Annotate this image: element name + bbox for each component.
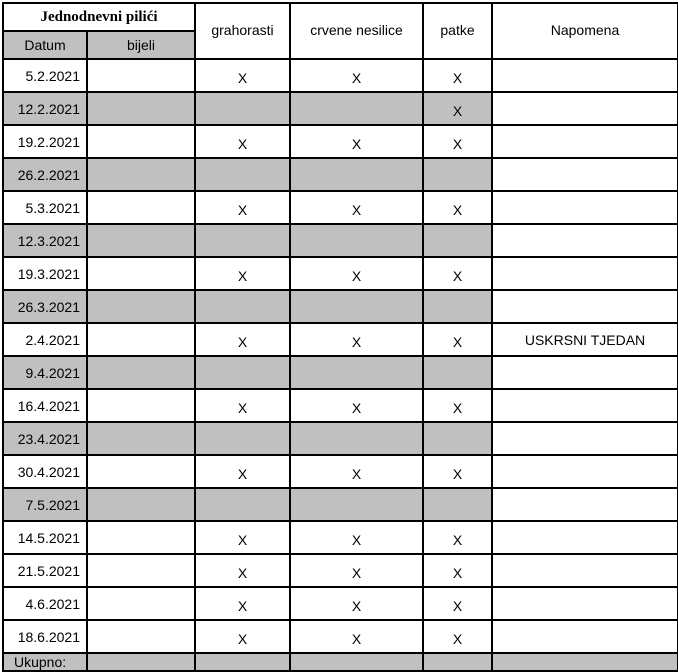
patke-cell [423, 488, 492, 521]
date-cell: 26.2.2021 [3, 158, 87, 191]
napomena-cell [492, 356, 678, 389]
table-row [3, 125, 678, 158]
bijeli-cell [87, 92, 195, 125]
col-header-bijeli: bijeli [87, 31, 195, 59]
napomena-cell [492, 191, 678, 224]
col-header-grahorasti: grahorasti [195, 3, 290, 59]
total-crvene-cell [290, 653, 423, 671]
napomena-cell [492, 389, 678, 422]
table-row [3, 356, 678, 389]
table-row [3, 422, 678, 455]
crvene-nesilice-cell: X [290, 389, 423, 422]
patke-cell: X [423, 521, 492, 554]
crvene-nesilice-cell [290, 92, 423, 125]
napomena-cell [492, 257, 678, 290]
crvene-nesilice-cell: X [290, 59, 423, 92]
date-cell: 19.2.2021 [3, 125, 87, 158]
bijeli-cell [87, 224, 195, 257]
grahorasti-cell: X [195, 521, 290, 554]
napomena-cell [492, 554, 678, 587]
grahorasti-cell: X [195, 191, 290, 224]
grahorasti-cell: X [195, 323, 290, 356]
date-cell: 14.5.2021 [3, 521, 87, 554]
date-cell: 19.3.2021 [3, 257, 87, 290]
bijeli-cell [87, 158, 195, 191]
napomena-cell [492, 587, 678, 620]
grahorasti-cell: X [195, 59, 290, 92]
table-row [3, 488, 678, 521]
group-title: Jednodnevni pilići [3, 3, 195, 31]
grahorasti-cell: X [195, 389, 290, 422]
total-label: Ukupno: [3, 653, 87, 671]
date-cell: 9.4.2021 [3, 356, 87, 389]
table-row [3, 59, 678, 92]
bijeli-cell [87, 455, 195, 488]
date-cell: 16.4.2021 [3, 389, 87, 422]
date-cell: 5.2.2021 [3, 59, 87, 92]
table-row [3, 521, 678, 554]
total-row [3, 653, 678, 671]
napomena-cell [492, 125, 678, 158]
napomena-cell [492, 488, 678, 521]
patke-cell [423, 224, 492, 257]
bijeli-cell [87, 290, 195, 323]
patke-cell: X [423, 125, 492, 158]
table-row [3, 323, 678, 356]
bijeli-cell [87, 587, 195, 620]
table-row [3, 620, 678, 653]
order-schedule-table [2, 2, 678, 672]
table-row [3, 257, 678, 290]
grahorasti-cell [195, 92, 290, 125]
col-header-patke: patke [423, 3, 492, 59]
grahorasti-cell [195, 488, 290, 521]
table-row [3, 290, 678, 323]
grahorasti-cell [195, 224, 290, 257]
crvene-nesilice-cell: X [290, 191, 423, 224]
bijeli-cell [87, 389, 195, 422]
table-body [3, 59, 678, 653]
napomena-cell [492, 92, 678, 125]
patke-cell [423, 290, 492, 323]
bijeli-cell [87, 521, 195, 554]
col-header-crvene-nesilice: crvene nesilice [290, 3, 423, 59]
crvene-nesilice-cell [290, 356, 423, 389]
patke-cell: X [423, 323, 492, 356]
crvene-nesilice-cell [290, 488, 423, 521]
bijeli-cell [87, 356, 195, 389]
patke-cell [423, 356, 492, 389]
date-cell: 2.4.2021 [3, 323, 87, 356]
crvene-nesilice-cell: X [290, 125, 423, 158]
total-grahorasti-cell [195, 653, 290, 671]
grahorasti-cell: X [195, 620, 290, 653]
crvene-nesilice-cell [290, 422, 423, 455]
patke-cell: X [423, 455, 492, 488]
table-row [3, 455, 678, 488]
grahorasti-cell: X [195, 554, 290, 587]
date-cell: 7.5.2021 [3, 488, 87, 521]
napomena-cell [492, 455, 678, 488]
total-patke-cell [423, 653, 492, 671]
table-row [3, 554, 678, 587]
date-cell: 26.3.2021 [3, 290, 87, 323]
bijeli-cell [87, 191, 195, 224]
total-napomena-cell [492, 653, 678, 671]
patke-cell: X [423, 554, 492, 587]
patke-cell [423, 158, 492, 191]
table-row [3, 224, 678, 257]
date-cell: 12.3.2021 [3, 224, 87, 257]
patke-cell: X [423, 59, 492, 92]
napomena-cell [492, 290, 678, 323]
patke-cell: X [423, 587, 492, 620]
crvene-nesilice-cell: X [290, 455, 423, 488]
col-header-napomena: Napomena [492, 3, 678, 59]
grahorasti-cell [195, 158, 290, 191]
napomena-cell [492, 422, 678, 455]
bijeli-cell [87, 125, 195, 158]
date-cell: 30.4.2021 [3, 455, 87, 488]
crvene-nesilice-cell [290, 158, 423, 191]
date-cell: 12.2.2021 [3, 92, 87, 125]
crvene-nesilice-cell: X [290, 620, 423, 653]
crvene-nesilice-cell: X [290, 257, 423, 290]
col-header-datum: Datum [3, 31, 87, 59]
patke-cell: X [423, 191, 492, 224]
grahorasti-cell [195, 356, 290, 389]
date-cell: 23.4.2021 [3, 422, 87, 455]
patke-cell: X [423, 92, 492, 125]
grahorasti-cell: X [195, 257, 290, 290]
table-row [3, 389, 678, 422]
bijeli-cell [87, 257, 195, 290]
bijeli-cell [87, 620, 195, 653]
napomena-cell [492, 158, 678, 191]
crvene-nesilice-cell: X [290, 521, 423, 554]
crvene-nesilice-cell [290, 290, 423, 323]
napomena-cell [492, 59, 678, 92]
table-row [3, 191, 678, 224]
patke-cell [423, 422, 492, 455]
grahorasti-cell: X [195, 125, 290, 158]
total-bijeli-cell [87, 653, 195, 671]
date-cell: 4.6.2021 [3, 587, 87, 620]
date-cell: 21.5.2021 [3, 554, 87, 587]
napomena-cell: USKRSNI TJEDAN [492, 323, 678, 356]
crvene-nesilice-cell: X [290, 323, 423, 356]
patke-cell: X [423, 620, 492, 653]
grahorasti-cell: X [195, 455, 290, 488]
napomena-cell [492, 521, 678, 554]
bijeli-cell [87, 59, 195, 92]
table-row [3, 587, 678, 620]
table-row [3, 158, 678, 191]
patke-cell: X [423, 257, 492, 290]
table-row [3, 92, 678, 125]
bijeli-cell [87, 323, 195, 356]
bijeli-cell [87, 554, 195, 587]
crvene-nesilice-cell [290, 224, 423, 257]
napomena-cell [492, 620, 678, 653]
bijeli-cell [87, 488, 195, 521]
grahorasti-cell [195, 422, 290, 455]
patke-cell: X [423, 389, 492, 422]
crvene-nesilice-cell: X [290, 587, 423, 620]
bijeli-cell [87, 422, 195, 455]
crvene-nesilice-cell: X [290, 554, 423, 587]
grahorasti-cell [195, 290, 290, 323]
napomena-cell [492, 224, 678, 257]
grahorasti-cell: X [195, 587, 290, 620]
date-cell: 18.6.2021 [3, 620, 87, 653]
date-cell: 5.3.2021 [3, 191, 87, 224]
